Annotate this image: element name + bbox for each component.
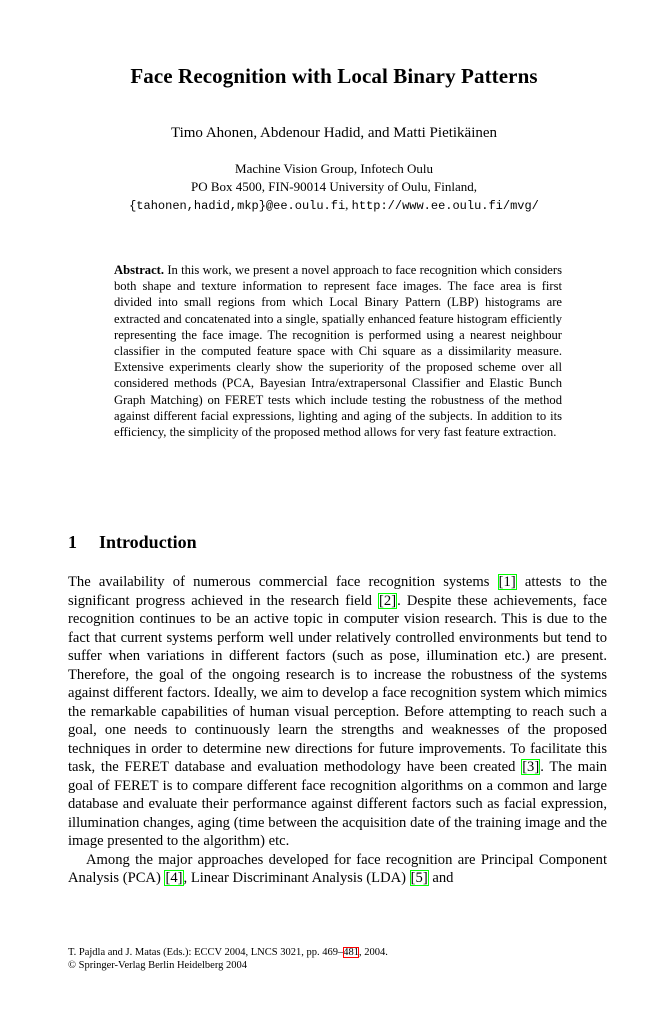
citation-link-5[interactable]: [5] [410,870,428,886]
paper-title: Face Recognition with Local Binary Patterns [130,64,538,88]
citation-link-2[interactable]: [2] [379,592,397,609]
contact-separator: , [345,197,352,212]
intro-text: attests to the significant progress achieved in the research field [68,574,607,609]
intro-text: . Despite these achievements, face recognition continues to be an active topic in computer vision research. This is due to the fact that current systems perform well under relatively controlled environments but tend to suffer when variations in different factors (such as pose, illumination etc.) are present. Therefore, the goal of the ongoing research is to increase the robustness of the systems against different factors. Ideally, we aim to develop a face recognition system which mimics the remarkable capabilities of human visual perception. Before attempting to reach such a goal, one needs to continuously learn the strengths and weaknesses of the proposed techniques in order to determine new directions for future improvements. To facilitate this task, the FERET database and evaluation methodology have been created [68,592,607,775]
footer-text: T. Pajdla and J. Matas (Eds.): ECCV 2004, LNCS 3021, pp. 469– [68,947,344,958]
contact-line [0,196,668,215]
intro-paragraph-2 [68,851,607,888]
section-title: Introduction [99,532,197,552]
page-footer [68,946,608,972]
citation-link-4[interactable]: [4] [165,870,183,886]
website-link[interactable]: http://www.ee.oulu.fi/mvg/ [351,199,539,213]
copyright-notice: © Springer-Verlag Berlin Heidelberg 2004 [68,960,248,971]
abstract [114,262,562,440]
intro-text: Among the major approaches developed for face recognition are Principal Component Analysis (PCA) [68,851,607,886]
author-list: Timo Ahonen, Abdenour Hadid, and Matti Pietikäinen [170,125,498,141]
introduction-body [68,573,607,888]
affiliation-block [0,160,668,215]
section-number: 1 [68,532,77,552]
intro-paragraph-1 [68,573,607,851]
affiliation-line-1: Machine Vision Group, Infotech Oulu [235,161,433,176]
affiliation-line-2: PO Box 4500, FIN-90014 University of Oulu, Finland, [191,179,477,194]
footer-text: , 2004. [358,947,388,958]
abstract-text: In this work, we present a novel approach to face recognition which considers both shape and texture information to represent face images. The face area is first divided into small regions from which Local Binary Pattern (LBP) histograms are extracted and concatenated into a single, spatially enhanced feature histogram efficiently representing the face image. The recognition is performed using a nearest neighbour classifier in the computed feature space with Chi square as a dissimilarity measure. Extensive experiments clearly show the superiority of the proposed scheme over all considered methods (PCA, Bayesian Intra/extrapersonal Classifier and Elastic Bunch Graph Matching) on FERET tests which include testing the robustness of the method against different facial expressions, lighting and aging of the subjects. In addition to its efficiency, the simplicity of the proposed method allows for very fast feature extraction. [114,263,562,440]
publication-info [68,946,608,959]
citation-link-3[interactable]: [3] [522,759,540,775]
intro-text: . The main goal of FERET is to compare different face recognition algorithms on a common and large database and evaluate their performance against different factors such as facial expression, illumination changes, aging (time between the acquisition date of the training image and the image presented to the algorithm) etc. [68,759,607,849]
intro-text: , Linear Discriminant Analysis (LDA) [183,870,410,886]
citation-link-1[interactable]: [1] [498,574,516,590]
intro-text: and [428,870,454,886]
section-heading [68,532,608,553]
page-range-link[interactable]: 481 [343,947,359,958]
abstract-label: Abstract. [114,263,165,277]
intro-text: The availability of numerous commercial face recognition systems [68,574,498,590]
email-address[interactable]: {tahonen,hadid,mkp}@ee.oulu.fi [129,199,346,213]
